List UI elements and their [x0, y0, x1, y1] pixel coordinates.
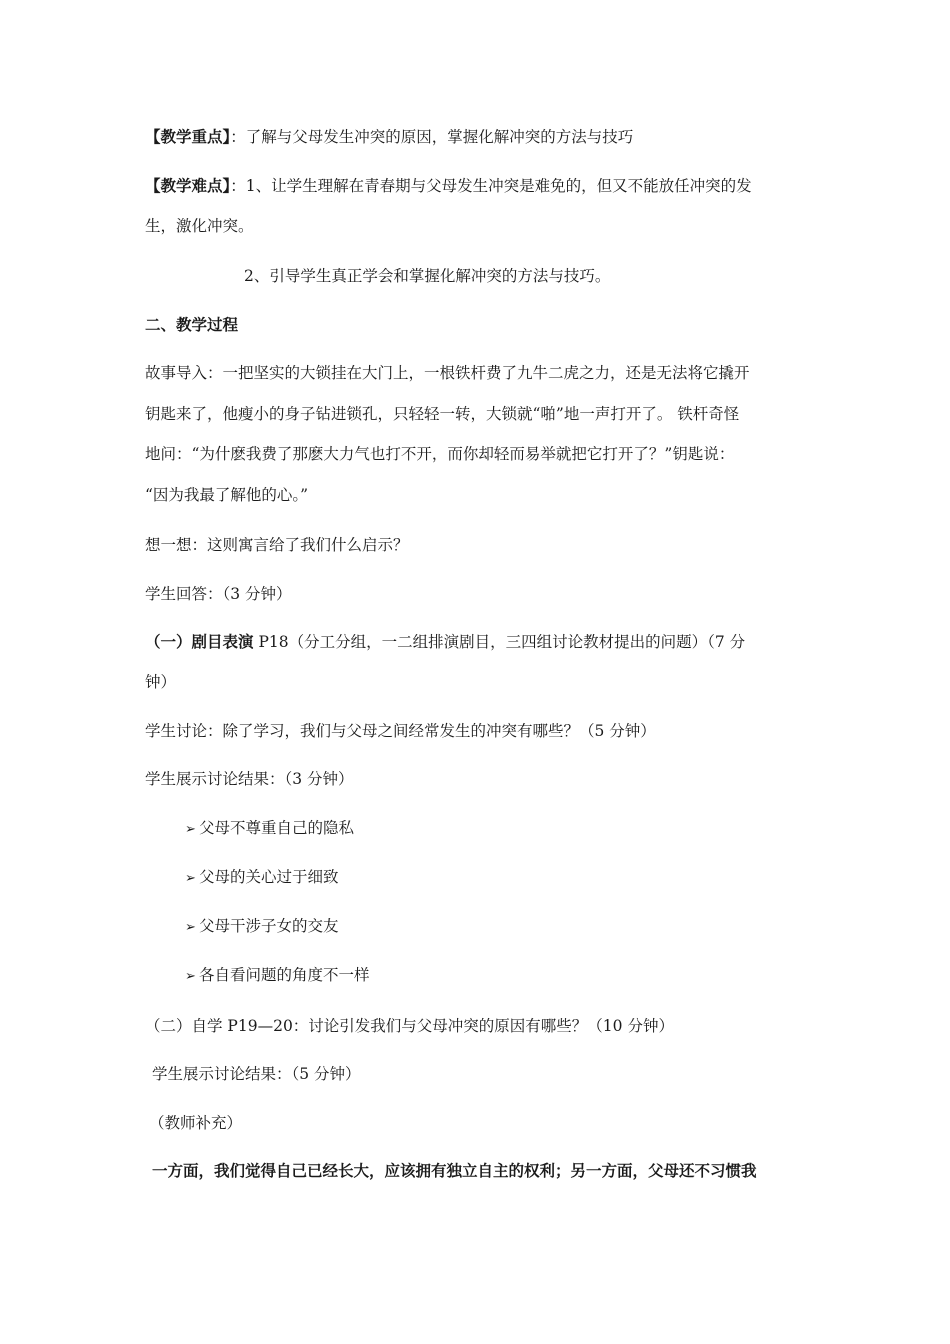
story-line-3: 地问：“为什麽我费了那麽大力气也打不开，而你却轻而易举就把它打开了？”钥匙说：: [145, 445, 735, 463]
story-line-1: 故事导入：一把坚实的大锁挂在大门上，一根铁杆费了九牛二虎之力，还是无法将它撬开: [145, 364, 750, 382]
arrow-bullet-icon: ➢: [185, 969, 196, 984]
arrow-bullet-icon: ➢: [185, 920, 196, 935]
teaching-focus-text: ：了解与父母发生冲突的原因，掌握化解冲突的方法与技巧: [230, 128, 634, 146]
section-1-text-line1: P18（分工分组，一二组排演剧目，三四组讨论教材提出的问题）（7 分: [253, 633, 746, 651]
teaching-difficulty-item1-line2: 生，激化冲突。: [145, 217, 254, 235]
conclusion-text: 一方面，我们觉得自己已经长大，应该拥有独立自主的权利；另一方面，父母还不习惯我: [152, 1161, 757, 1180]
teaching-difficulty-item2: 2、引导学生真正学会和掌握化解冲突的方法与技巧。: [244, 267, 611, 285]
teaching-difficulty-label: 【教学难点】: [145, 176, 231, 195]
list-item-text: 父母不尊重自己的隐私: [199, 819, 355, 837]
think-question: 想一想：这则寓言给了我们什么启示？: [145, 536, 409, 554]
teaching-difficulty: [145, 175, 815, 197]
arrow-bullet-icon: ➢: [185, 822, 196, 837]
teaching-focus-label: 【教学重点】: [145, 127, 231, 146]
section-2: （二）自学 P19—20：讨论引发我们与父母冲突的原因有哪些？（10 分钟）: [145, 1017, 674, 1035]
list-item: [185, 915, 785, 939]
list-item: [185, 866, 785, 890]
arrow-bullet-icon: ➢: [185, 871, 196, 886]
section-1: [145, 631, 815, 653]
section-1-text-line2: 钟）: [145, 673, 177, 691]
process-heading: 二、教学过程: [145, 315, 239, 334]
teaching-focus: [145, 126, 815, 148]
teacher-supplement: （教师补充）: [149, 1114, 243, 1132]
list-item: [185, 817, 785, 841]
student-answer: 学生回答：（3 分钟）: [145, 585, 292, 603]
list-item-text: 父母的关心过于细致: [199, 868, 339, 886]
story-line-4: “因为我最了解他的心。”: [145, 486, 309, 504]
story-line-2: 钥匙来了，他瘦小的身子钻进锁孔，只轻轻一转，大锁就“啪”地一声打开了。 铁杆奇怪: [145, 405, 740, 423]
teaching-difficulty-item1-line1: ：1、让学生理解在青春期与父母发生冲突是难免的，但又不能放任冲突的发: [230, 177, 752, 195]
list-item-text: 父母干涉子女的交友: [199, 917, 339, 935]
section-1-title: （一）剧目表演: [145, 632, 254, 651]
list-item-text: 各自看问题的角度不一样: [199, 966, 370, 984]
discussion-results-1: 学生展示讨论结果：（3 分钟）: [145, 770, 354, 788]
list-item: [185, 964, 785, 988]
student-discussion: 学生讨论：除了学习，我们与父母之间经常发生的冲突有哪些？（5 分钟）: [145, 722, 656, 740]
discussion-results-2: 学生展示讨论结果：（5 分钟）: [152, 1065, 361, 1083]
